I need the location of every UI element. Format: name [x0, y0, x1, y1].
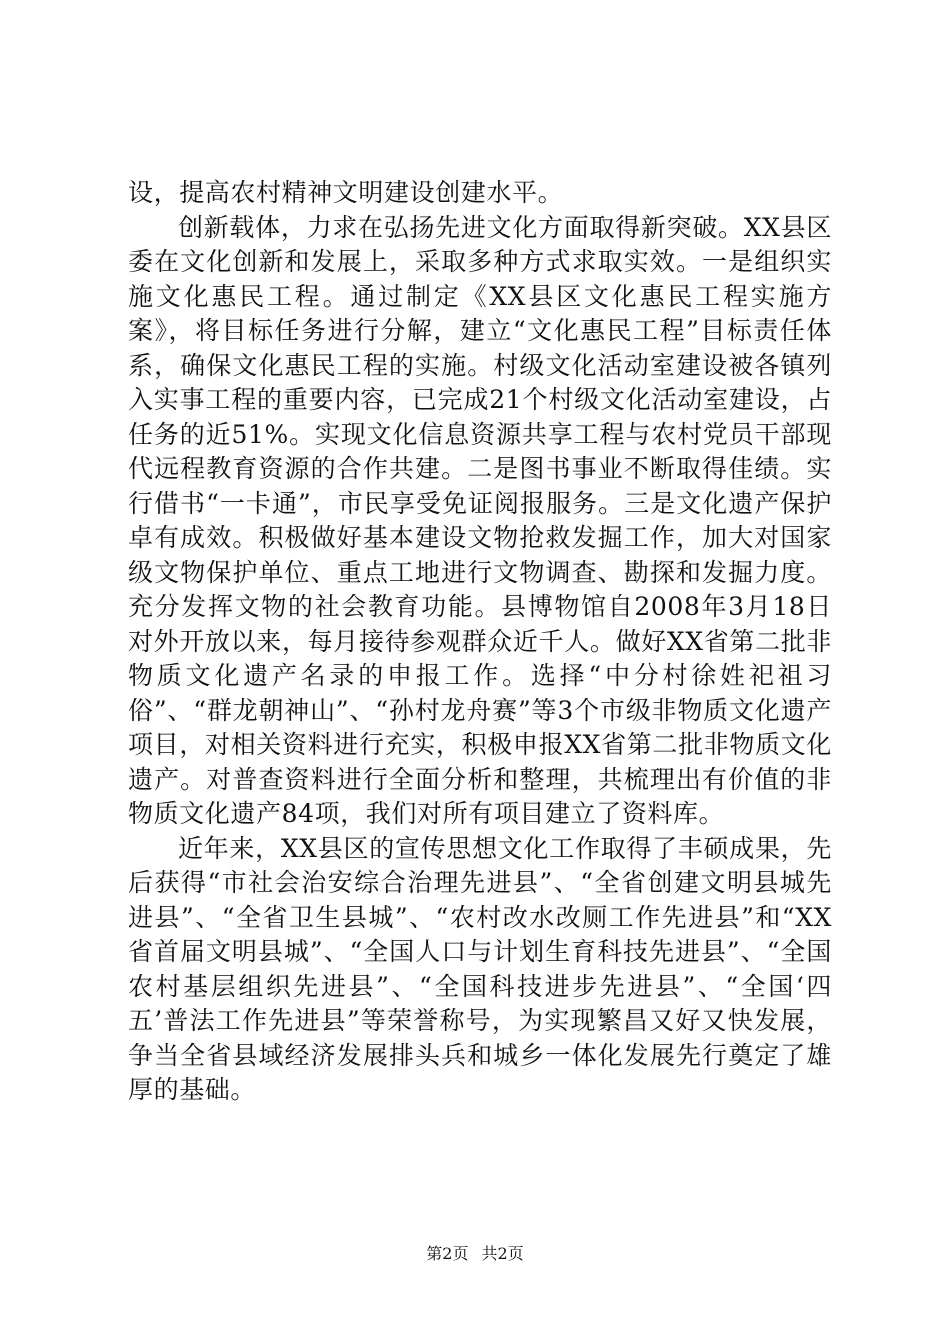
document-body — [128, 176, 832, 1108]
page-footer — [0, 1244, 950, 1264]
paragraph-cultural-innovation: 创新载体，力求在弘扬先进文化方面取得新突破。XX县区委在文化创新和发展上，采取多种方式求取实效。一是组织实施文化惠民工程。通过制定《XX县区文化惠民工程实施方案》，将目标任务进行分解，建立“文化惠民工程”目标责任体系，确保文化惠民工程的实施。村级文化活动室建设被各镇列入实事工程的重要内容，已完成21个村级文化活动室建设，占任务的近51%。实现文化信息资源共享工程与农村党员干部现代远程教育资源的合作共建。二是图书事业不断取得佳绩。实行借书“一卡通”，市民享受免证阅报服务。三是文化遗产保护卓有成效。积极做好基本建设文物抢救发掘工作，加大对国家级文物保护单位、重点工地进行文物调查、勘探和发掘力度。充分发挥文物的社会教育功能。县博物馆自2008年3月18日对外开放以来，每月接待参观群众近千人。做好XX省第二批非物质文化遗产名录的申报工作。选择“中分村徐姓祀祖习俗”、“群龙朝神山”、“孙村龙舟赛”等3个市级非物质文化遗产项目，对相关资料进行充实，积极申报XX省第二批非物质文化遗产。对普查资料进行全面分析和整理，共梳理出有价值的非物质文化遗产84项，我们对所有项目建立了资料库。 — [128, 212, 832, 828]
page-number: 第2页 — [426, 1244, 469, 1263]
paragraph-continuation: 设，提高农村精神文明建设创建水平。 — [128, 178, 564, 207]
paragraph-achievements: 近年来，XX县区的宣传思想文化工作取得了丰硕成果，先后获得“市社会治安综合治理先进县”、“全省创建文明县城先进县”、“全省卫生县城”、“农村改水改厕工作先进县”和“XX省首届文明县城”、“全国人口与计划生育科技先进县”、“全国农村基层组织先进县”、“全国科技进步先进县”、“全国‘四五’普法工作先进县”等荣誉称号，为实现繁昌又好又快发展，争当全省县域经济发展排头兵和城乡一体化发展先行奠定了雄厚的基础。 — [128, 833, 832, 1104]
page-total: 共2页 — [481, 1244, 524, 1263]
